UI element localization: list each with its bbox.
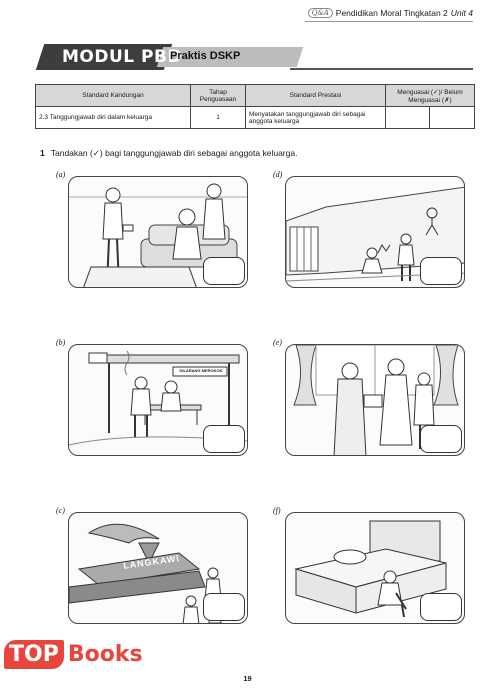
- cell-tahap: 1: [191, 107, 246, 129]
- answer-box-d[interactable]: [420, 257, 462, 285]
- col-tahap: Tahap Penguasaan: [191, 85, 246, 107]
- panel-a-illustration: [68, 176, 248, 288]
- col-menguasai: Menguasai (✓)/ Belum Menguasai (✗): [386, 85, 475, 107]
- cell-standard-prestasi: Menyatakan tanggungjawab diri sebagai anggota keluarga: [246, 107, 386, 129]
- answer-box-b[interactable]: [203, 425, 245, 453]
- question-text: Tandakan (✓) bagi tanggungjawab diri sebagai anggota keluarga.: [50, 148, 298, 158]
- panel-e-illustration: [285, 344, 465, 456]
- question-1: [40, 148, 297, 159]
- panel-f-illustration: [285, 512, 465, 624]
- book-title: Pendidikan Moral Tingkatan 2: [335, 8, 448, 18]
- answer-box-c[interactable]: [203, 593, 245, 621]
- topbooks-watermark: [4, 640, 143, 669]
- watermark-top: TOP: [4, 640, 64, 669]
- panel-c-illustration: [68, 512, 248, 624]
- col-standard-prestasi: Standard Prestasi: [246, 85, 386, 107]
- publisher-logo: Q&A: [308, 8, 333, 18]
- running-header: [308, 8, 473, 18]
- answer-box-e[interactable]: [420, 425, 462, 453]
- panel-label-d: (d): [273, 170, 283, 179]
- cell-menguasai[interactable]: [386, 107, 430, 129]
- answer-box-a[interactable]: [203, 257, 245, 285]
- header-divider: [305, 21, 473, 22]
- cell-standard-kandungan: 2.3 Tanggungjawab diri dalam keluarga: [36, 107, 191, 129]
- question-number: 1: [40, 148, 45, 158]
- langkawi-sign: LANGKAWI: [122, 553, 181, 571]
- no-smoking-sign: DILARANG MEROKOK: [179, 368, 223, 373]
- panel-label-e: (e): [273, 338, 282, 347]
- unit-label: Unit 4: [450, 8, 473, 18]
- answer-box-f[interactable]: [420, 593, 462, 621]
- col-standard-kandungan: Standard Kandungan: [36, 85, 191, 107]
- standards-table: [35, 84, 475, 129]
- panel-label-c: (c): [56, 506, 65, 515]
- panel-label-a: (a): [56, 170, 66, 179]
- section-banner: [40, 44, 290, 70]
- page-number: 19: [243, 674, 252, 683]
- table-row: [36, 107, 475, 129]
- panel-label-b: (b): [56, 338, 66, 347]
- panel-label-f: (f): [273, 506, 281, 515]
- table-header-row: [36, 85, 475, 107]
- banner-divider: [290, 68, 473, 70]
- watermark-books: Books: [67, 642, 143, 667]
- banner-title: MODUL PBD: [62, 47, 183, 67]
- panel-d-illustration: [285, 176, 465, 288]
- panel-b-illustration: [68, 344, 248, 456]
- cell-belum-menguasai[interactable]: [430, 107, 475, 129]
- banner-subtitle: Praktis DSKP: [170, 50, 241, 62]
